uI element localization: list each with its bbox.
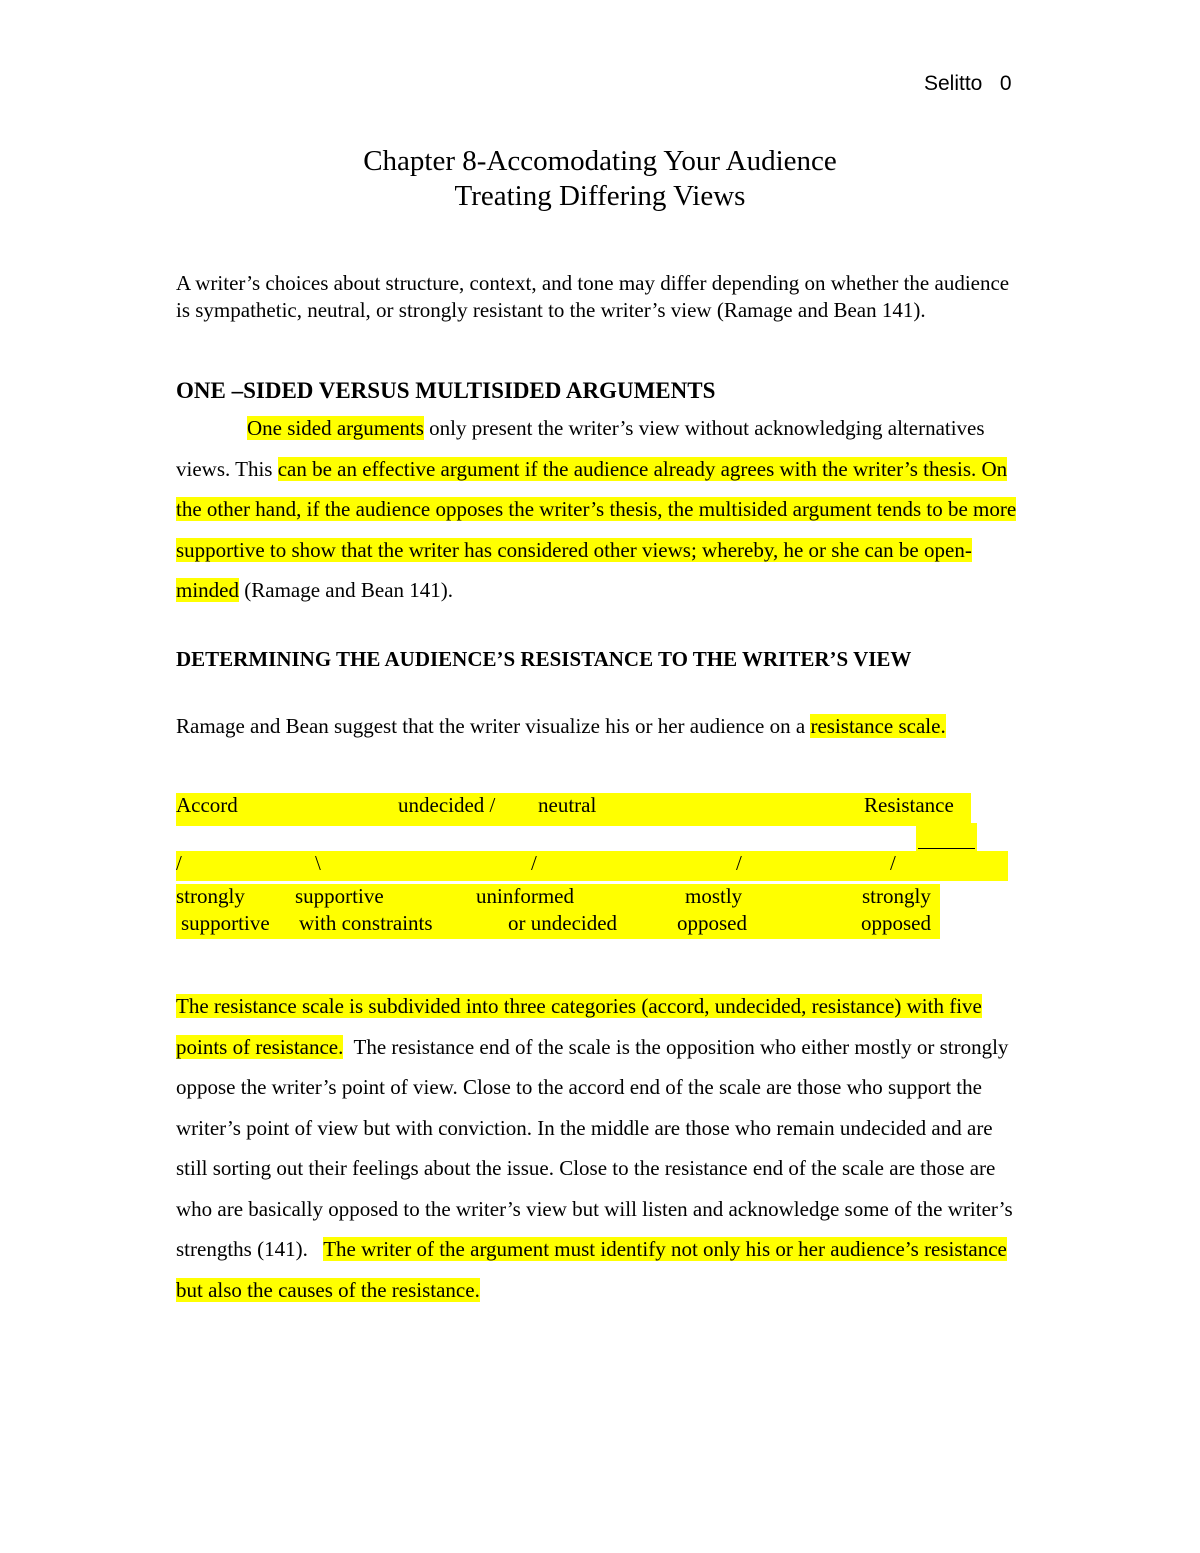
scale-tick: / <box>531 851 537 875</box>
body-text: Ramage and Bean suggest that the writer visualize his or her audience on a <box>176 714 811 738</box>
scale-point-label: strongly <box>862 884 931 908</box>
scale-label-undecided: undecided / <box>398 793 496 817</box>
scale-point-label: with constraints <box>299 911 433 935</box>
scale-label-neutral: neutral <box>538 793 597 817</box>
section-heading-resistance: DETERMINING THE AUDIENCE’S RESISTANCE TO THE WRITER’S VIEW <box>176 647 912 671</box>
scale-tick: / <box>176 851 182 875</box>
section-heading-one-sided: ONE –SIDED VERSUS MULTISIDED ARGUMENTS <box>176 378 716 403</box>
highlight-text: One sided arguments <box>247 416 424 440</box>
body-text: The resistance end of the scale is the opposition who either mostly or strongly oppose the writer’s point of view. Close to the accord end of the scale are those who support the writer’s point of view but with conviction. In the middle are those who remain undecided and are still sorting out their feelings about the issue. Close to the resistance end of the scale are those are who are basically opposed to the writer’s view but will listen and acknowledge some of the writer’s strengths (141). <box>176 1034 1018 1261</box>
title-line-1: Chapter 8-Accomodating Your Audience <box>363 145 837 177</box>
scale-point-label: uninformed <box>476 884 574 908</box>
body-text: (Ramage and Bean 141). <box>239 578 454 602</box>
scale-point-labels-row2 <box>176 911 940 939</box>
scale-label-resistance: Resistance <box>864 793 954 817</box>
scale-tick: / <box>736 851 742 875</box>
scale-tick: \ <box>315 851 321 875</box>
page-header <box>924 72 1012 96</box>
highlight-text: resistance scale. <box>810 714 946 738</box>
scale-point-label: supportive <box>181 911 270 935</box>
scale-tick: / <box>890 851 896 875</box>
scale-point-labels-row1 <box>176 884 940 911</box>
scale-underline <box>916 823 977 851</box>
scale-label-accord: Accord <box>176 793 238 817</box>
header-author: Selitto <box>924 72 983 95</box>
header-page-number: 0 <box>999 72 1012 95</box>
scale-category-labels <box>176 793 971 826</box>
paragraph-resistance-scale <box>176 986 1026 1310</box>
scale-point-label: opposed <box>861 911 931 935</box>
intro-paragraph: A writer’s choices about structure, context, and tone may differ depending on whether the audience is sympathetic, neutral, or strongly resistant to the writer’s view (Ramage and Bean 141). <box>176 271 1010 322</box>
body-text: only present the writer’s view without acknowledging alternatives views. This <box>176 416 985 481</box>
scale-tick-marks <box>176 851 1008 881</box>
highlight-text: The writer of the argument must identify not only his or her audience’s resistance but also the causes of the resistance. <box>176 1237 1007 1302</box>
scale-point-label: strongly <box>176 884 245 908</box>
scale-point-label: mostly <box>685 884 743 908</box>
highlight-text: can be an effective argument if the audience already agrees with the writer’s thesis. On the other hand, if the audience opposes the writer’s thesis, the multisided argument tends to be more supportive to show that the writer has considered other views; whereby, he or she can be open-minded <box>176 456 1017 602</box>
paragraph-resistance-intro <box>176 713 1026 740</box>
paragraph-one-sided <box>176 408 1026 611</box>
scale-point-label: or undecided <box>508 911 618 935</box>
scale-point-label: opposed <box>677 911 747 935</box>
title-line-2: Treating Differing Views <box>454 180 746 212</box>
scale-point-label: supportive <box>295 884 384 908</box>
highlight-text: The resistance scale is subdivided into three categories (accord, undecided, resistance) with five points of resistance. <box>176 994 982 1059</box>
